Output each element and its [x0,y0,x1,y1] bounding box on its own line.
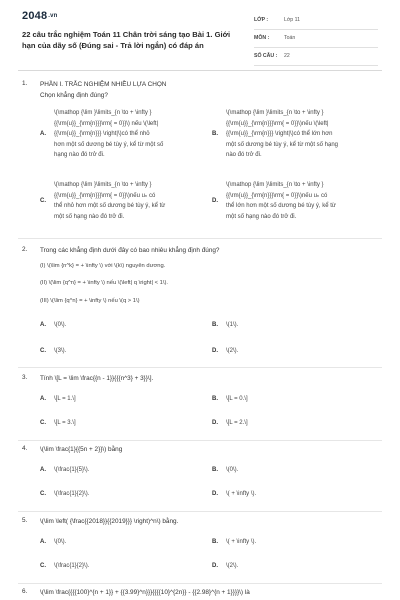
option-b[interactable] [212,465,372,475]
meta-label: SỐ CÂU : [254,53,278,59]
option-letter: D. [212,563,218,569]
option-letter: B. [212,467,218,473]
option-letter: C. [40,420,46,426]
option-letter: C. [40,563,46,569]
question-number: 4. [22,445,28,452]
statement-3: (III) \(\lim {q^n} = + \infty \) nếu \(q > 1\) [40,298,140,304]
option-text: \(\mathop {\lim }\limits_{n \to + \infty } {{\rm{u}}_{\rm{n}}}\rm{ = 0}}\)nếu uₙ có thể lớn hơn một số dương bé tùy ý, kể từ một số hạng nào đó trở đi. [226,182,336,220]
question-number: 6. [22,588,28,595]
option-text: \(\frac{1}{2}\). [54,491,90,497]
question-number: 5. [22,517,28,524]
option-c[interactable] [40,346,200,356]
option-letter: A. [40,467,46,473]
question-prompt: \(\lim \left( {\frac{{2018}}{{2019}}} \right)^n\) bằng. [40,518,179,525]
meta-value: 22 [284,53,290,59]
option-letter: D. [212,348,218,354]
site-logo[interactable] [22,10,58,22]
question-prompt: \(\lim \frac{1}{{5n + 2}}\) bằng [40,446,123,453]
question-divider [18,440,382,441]
option-a[interactable] [40,465,200,475]
option-b[interactable] [212,320,372,330]
option-b[interactable] [212,537,372,547]
option-letter: A. [40,131,46,137]
option-a[interactable] [40,108,210,164]
option-text: \(\mathop {\lim }\limits_{n \to + \infty } {{\rm{u}}_{\rm{n}}}\rm{ = 0}}\)nếu \(\left| {{\rm{u}}_{\rm{n}}} \right|\)có thể lớn hơn một số dương bé tùy ý, kể từ một số hạng nào đó trở đi. [226,110,339,158]
question-divider [18,367,382,368]
option-text: \(\mathop {\lim }\limits_{n \to + \infty } {{\rm{u}}_{\rm{n}}}\rm{ = 0}}\)nếu uₙ có thể nhỏ hơn một số dương bé tùy ý, kể từ một số hạng nào đó trở đi. [54,182,166,220]
question-prompt: \(\lim \frac{{{{100}^{n + 1}} + {{3.99}^n}}}{{{{10}^{2n}} - {{2.98}^{n + 1}}}}\) là [40,589,250,596]
option-text: \(0\). [54,322,67,328]
option-text: \(0\). [54,539,67,545]
option-text: \(\frac{1}{5}\). [54,467,90,473]
option-d[interactable] [212,489,372,499]
meta-row-subject [254,32,378,48]
statement-2: (II) \(\lim {q^n} = + \infty \) nếu \(\left| q \right| < 1\). [40,280,168,286]
option-b[interactable] [212,394,372,404]
option-letter: C. [40,348,46,354]
option-text: \(\frac{1}{2}\). [54,563,90,569]
statement-1: (I) \(\lim {n^k} = + \infty \) với \(k\) nguyên dương. [40,263,166,269]
option-d[interactable] [212,180,382,226]
document-meta [254,14,378,68]
option-text: \(0\). [226,467,239,473]
option-text: \[L = 1.\] [54,396,76,402]
meta-row-class [254,14,378,30]
meta-label: MÔN : [254,35,270,41]
option-c[interactable] [40,180,210,226]
question-divider [18,583,382,584]
option-text: \( + \infty \). [226,491,257,497]
header-divider [18,70,382,71]
question-prompt: Chọn khẳng định đúng? [40,92,108,99]
meta-value: Lớp 11 [284,17,300,23]
option-a[interactable] [40,394,200,404]
option-a[interactable] [40,320,200,330]
option-b[interactable] [212,108,382,164]
option-d[interactable] [212,346,372,356]
option-c[interactable] [40,561,200,571]
option-text: \[L = 0.\] [226,396,248,402]
logo-suffix: .vn [48,13,58,19]
option-letter: B. [212,396,218,402]
option-d[interactable] [212,561,372,571]
option-text: \(2\). [226,563,239,569]
option-letter: A. [40,396,46,402]
option-letter: D. [212,491,218,497]
question-number: 1. [22,80,28,87]
option-text: \(3\). [54,348,67,354]
option-text: \[L = 3.\] [54,420,76,426]
logo-text: 2048 [22,10,48,22]
question-prompt: Trong các khẳng định dưới đây có bao nhiêu khẳng định đúng? [40,247,220,254]
option-letter: D. [212,420,218,426]
question-number: 2. [22,246,28,253]
option-text: \(\mathop {\lim }\limits_{n \to + \infty } {{\rm{u}}_{\rm{n}}}\rm{ = 0}}\) nếu \(\left| {{\rm{u}}_{\rm{n}}} \right|\)có thể nhỏ hơn một số dương bé tùy ý, kể từ một số hạng nào đó trở đi. [54,110,164,158]
section-title: PHẦN I. TRẮC NGHIỆM NHIỀU LỰA CHỌN [40,81,167,88]
document-title: 22 câu trắc nghiệm Toán 11 Chân trời sáng tạo Bài 1. Giới hạn của dãy số (Đúng sai - Trả lời ngắn) có đáp án [22,30,231,50]
meta-row-count [254,50,378,66]
option-letter: C. [40,491,46,497]
option-text: \( + \infty \). [226,539,257,545]
option-letter: A. [40,322,46,328]
question-number: 3. [22,374,28,381]
option-c[interactable] [40,418,200,428]
meta-value: Toán [284,35,296,41]
option-text: \(2\). [226,348,239,354]
option-letter: A. [40,539,46,545]
option-d[interactable] [212,418,372,428]
option-c[interactable] [40,489,200,499]
question-divider [18,511,382,512]
option-letter: C. [40,198,46,204]
option-a[interactable] [40,537,200,547]
option-letter: D. [212,198,218,204]
meta-label: LỚP : [254,17,269,23]
question-prompt: Tính \[L = \lim \frac{{n - 1}}{{{n^3} + 3}}\]. [40,375,154,382]
option-letter: B. [212,322,218,328]
option-text: \(1\). [226,322,239,328]
question-divider [18,238,382,239]
option-text: \[L = 2.\] [226,420,248,426]
option-letter: B. [212,131,218,137]
header [0,0,400,66]
option-letter: B. [212,539,218,545]
